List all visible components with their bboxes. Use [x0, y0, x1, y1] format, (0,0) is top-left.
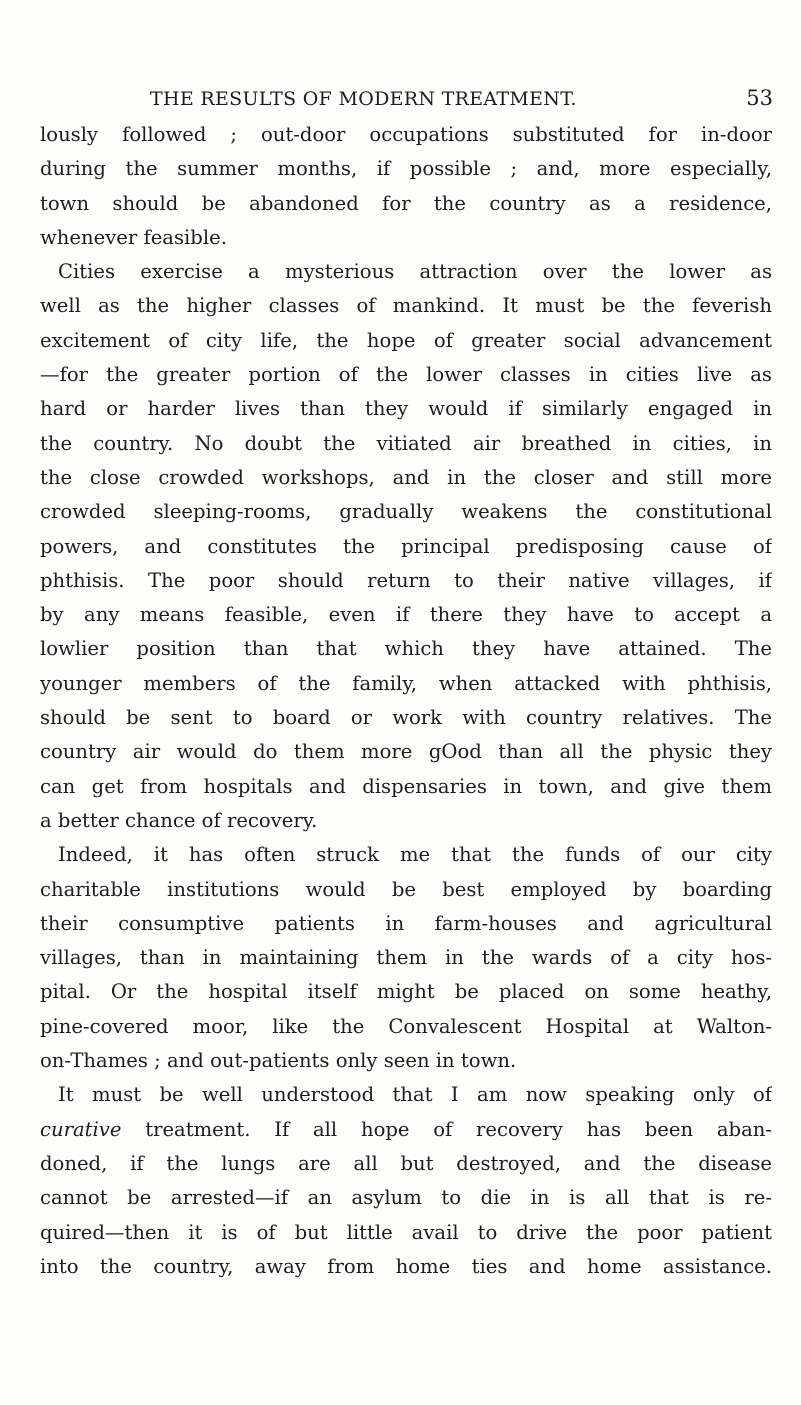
- text-line: crowded sleeping-rooms, gradually weakens the constitutional: [40, 500, 772, 524]
- text-line: phthisis. The poor should return to their native villages, if: [40, 568, 772, 592]
- text-line: It must be well understood that I am now speaking only of: [58, 1083, 772, 1107]
- page-number: 53: [746, 86, 773, 110]
- text-line: can get from hospitals and dispensaries in town, and give them: [40, 774, 772, 798]
- text-line: whenever feasible.: [40, 225, 227, 249]
- text-line: Indeed, it has often struck me that the funds of our city: [58, 843, 772, 867]
- text-line: villages, than in maintaining them in the wards of a city hos-: [40, 946, 772, 970]
- text-line: powers, and constitutes the principal predisposing cause of: [40, 534, 772, 558]
- text-line: —for the greater portion of the lower classes in cities live as: [40, 363, 772, 387]
- text-line: lowlier position than that which they have attained. The: [40, 637, 772, 661]
- text-line: pine-covered moor, like the Convalescent Hospital at Walton-: [40, 1014, 772, 1038]
- text-line: doned, if the lungs are all but destroyed, and the disease: [40, 1151, 772, 1175]
- text-line: well as the higher classes of mankind. It must be the feverish: [40, 294, 772, 318]
- text-line: their consumptive patients in farm-houses and agricultural: [40, 911, 772, 935]
- text-line: excitement of city life, the hope of greater social advancement: [40, 328, 772, 352]
- body-text: [40, 118, 772, 1284]
- text-line: during the summer months, if possible ; and, more especially,: [40, 157, 772, 181]
- running-head: THE RESULTS OF MODERN TREATMENT.: [150, 88, 577, 110]
- text-line: town should be abandoned for the country as a residence,: [40, 191, 772, 215]
- italic-word: curative: [40, 1117, 122, 1141]
- text-line: younger members of the family, when attacked with phthisis,: [40, 671, 772, 695]
- text-line: the country. No doubt the vitiated air breathed in cities, in: [40, 431, 772, 455]
- text-line: lously followed ; out-door occupations substituted for in-door: [40, 123, 772, 146]
- text-line: charitable institutions would be best employed by boarding: [40, 877, 772, 901]
- text-line: should be sent to board or work with country relatives. The: [40, 706, 772, 730]
- text-line: cannot be arrested—if an asylum to die in is all that is re-: [40, 1186, 772, 1210]
- line-rest: treatment. If all hope of recovery has been aban-: [121, 1117, 772, 1141]
- text-line: country air would do them more gOod than all the physic they: [40, 740, 772, 764]
- text-line: by any means feasible, even if there they have to accept a: [40, 603, 772, 627]
- text-line: the close crowded workshops, and in the closer and still more: [40, 465, 772, 489]
- text-line: [40, 1113, 772, 1147]
- text-line: pital. Or the hospital itself might be placed on some heathy,: [40, 980, 772, 1004]
- text-line: Cities exercise a mysterious attraction over the lower as: [58, 260, 772, 284]
- text-line: quired—then it is of but little avail to drive the poor patient: [40, 1220, 772, 1244]
- text-line: a better chance of recovery.: [40, 808, 318, 832]
- text-line: on-Thames ; and out-patients only seen in town.: [40, 1049, 517, 1073]
- text-line: hard or harder lives than they would if similarly engaged in: [40, 397, 772, 421]
- text-line: into the country, away from home ties and home assistance.: [40, 1254, 772, 1278]
